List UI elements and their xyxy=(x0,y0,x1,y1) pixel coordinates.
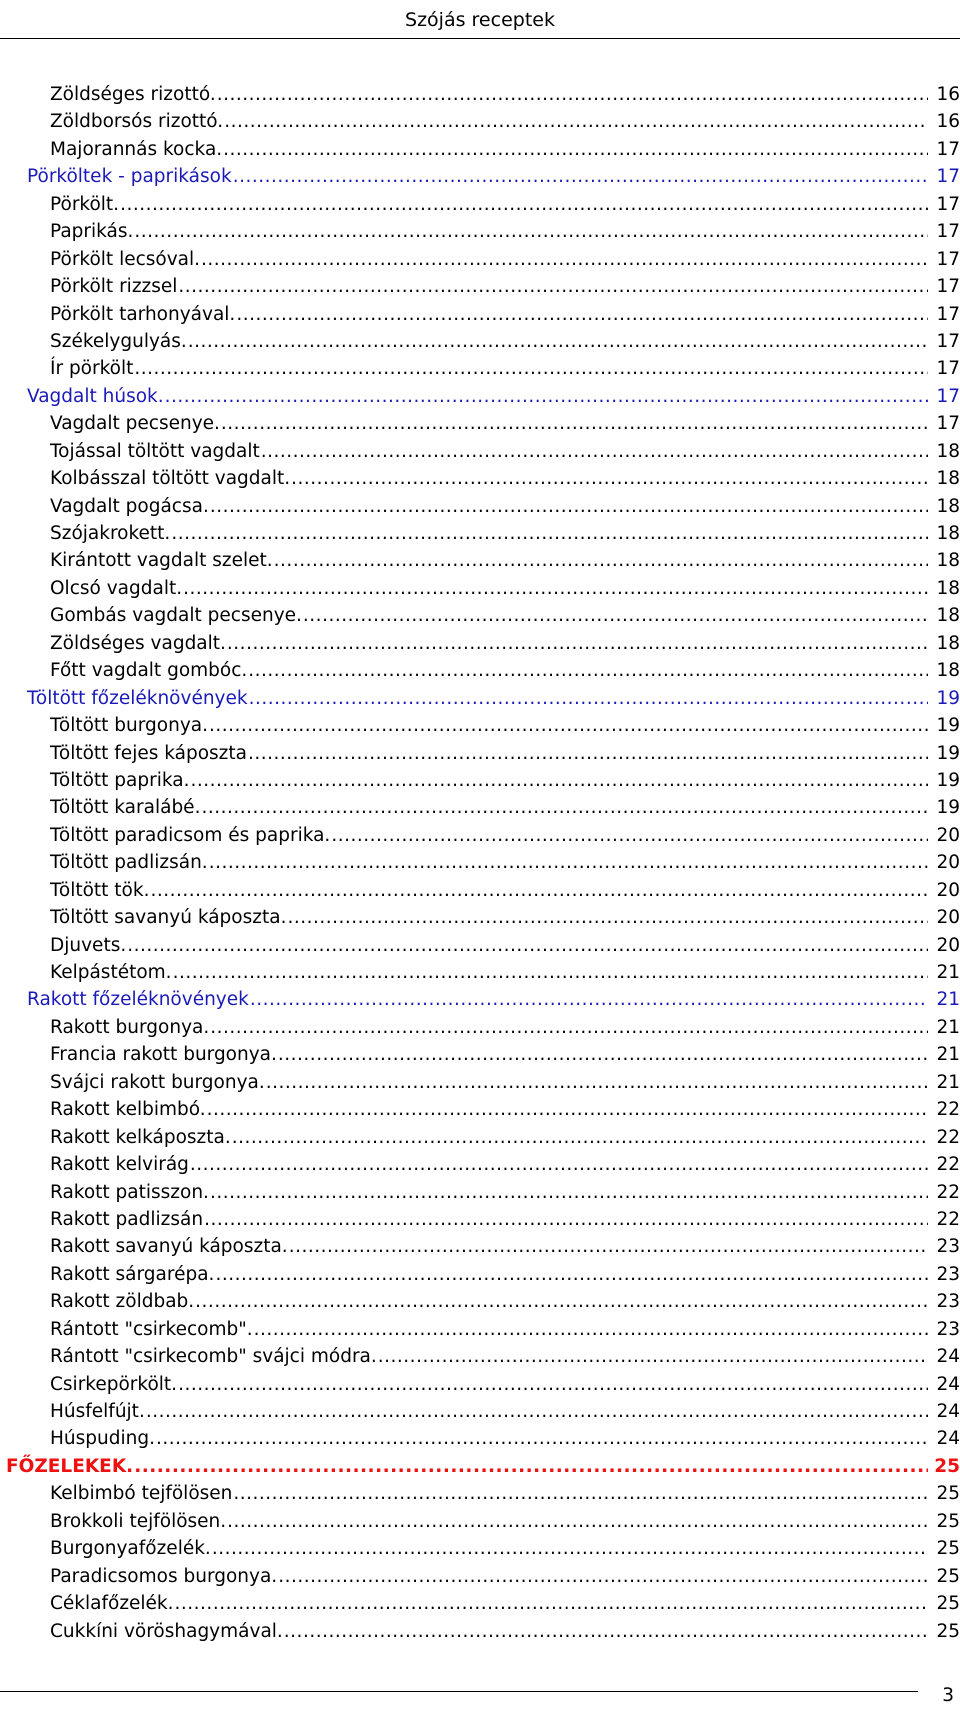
toc-entry-label: Töltött paradicsom és paprika. xyxy=(50,824,331,846)
toc-entry-page-number: 24 xyxy=(936,1346,960,1368)
dot-leader xyxy=(165,383,928,410)
toc-entry-page-number: 21 xyxy=(936,962,960,983)
toc-entry-label: Töltött fejes káposzta xyxy=(50,742,247,764)
dot-leader xyxy=(248,740,928,767)
dot-leader xyxy=(171,520,928,547)
toc-entry[interactable] xyxy=(0,657,960,684)
toc-entry-label: Rántott "csirkecomb". xyxy=(50,1318,253,1340)
dot-leader xyxy=(227,630,928,657)
toc-entry[interactable] xyxy=(0,740,960,767)
toc-entry-page-number: 25 xyxy=(936,1483,960,1505)
dot-leader xyxy=(266,1069,928,1096)
toc-entry-label: Zöldborsós rizottó. xyxy=(50,111,224,133)
toc-entry-page-number: 21 xyxy=(936,989,960,1011)
toc-entry-page-number: 25 xyxy=(936,1565,960,1587)
toc-entry[interactable] xyxy=(0,1316,960,1343)
dot-leader xyxy=(278,1041,928,1068)
toc-entry-page-number: 22 xyxy=(936,1154,960,1176)
dot-leader xyxy=(178,1371,928,1398)
dot-leader xyxy=(195,1288,928,1315)
toc-entry-label: Rakott padlizsán xyxy=(50,1208,204,1230)
toc-entry[interactable] xyxy=(0,136,960,163)
dot-leader xyxy=(120,191,928,218)
toc-entry-label: Rántott "csirkecomb" svájci módra. xyxy=(50,1346,377,1368)
toc-entry-label: FŐZELEKEK. xyxy=(6,1455,134,1477)
toc-entry-page-number: 20 xyxy=(936,852,960,874)
toc-entry[interactable] xyxy=(0,904,960,931)
dot-leader xyxy=(248,657,928,684)
toc-entry-label: Pörkölt lecsóval. xyxy=(50,248,201,270)
toc-entry[interactable] xyxy=(0,1179,960,1206)
toc-entry-label: Töltött paprika. xyxy=(50,769,190,791)
toc-entry-page-number: 25 xyxy=(934,1455,960,1477)
toc-entry-label: Rakott burgonya. xyxy=(50,1016,210,1038)
toc-entry-label: Céklafőzelék. xyxy=(50,1593,174,1615)
dot-leader xyxy=(254,1316,928,1343)
toc-entry-page-number: 22 xyxy=(936,1099,960,1121)
toc-entry-label: Pörkölt rizzsel xyxy=(50,276,178,298)
dot-leader xyxy=(134,1453,928,1480)
toc-entry-page-number: 18 xyxy=(936,523,960,544)
toc-entry-label: Tojással töltött vagdalt xyxy=(50,440,260,462)
toc-entry[interactable] xyxy=(0,246,960,273)
toc-entry[interactable] xyxy=(0,1124,960,1151)
toc-entry-label: Brokkoli tejfölösen. xyxy=(50,1510,227,1532)
dot-leader xyxy=(209,849,928,876)
toc-chapter[interactable] xyxy=(0,1453,960,1480)
toc-entry[interactable] xyxy=(0,1618,960,1645)
toc-entry[interactable] xyxy=(0,1261,960,1288)
toc-entry-page-number: 19 xyxy=(936,715,960,737)
dot-leader xyxy=(227,1508,928,1535)
toc-entry[interactable] xyxy=(0,273,960,300)
toc-entry-label: Olcsó vagdalt. xyxy=(50,577,183,599)
toc-entry-page-number: 18 xyxy=(936,660,960,682)
page-number: 3 xyxy=(942,1685,954,1706)
dot-leader xyxy=(127,932,928,959)
toc-entry-page-number: 23 xyxy=(936,1263,960,1285)
toc-entry-label: Rakott kelvirág xyxy=(50,1154,189,1176)
dot-leader xyxy=(232,1124,928,1151)
toc-entry[interactable] xyxy=(0,877,960,904)
toc-entry-label: Szójakrokett. xyxy=(50,523,171,544)
toc-entry[interactable] xyxy=(0,1206,960,1233)
toc-entry-page-number: 17 xyxy=(936,330,960,352)
dot-leader xyxy=(274,547,928,574)
toc-entry-label: Töltött burgonya. xyxy=(50,715,208,737)
toc-entry[interactable] xyxy=(0,630,960,657)
toc-entry[interactable] xyxy=(0,1480,960,1507)
dot-leader xyxy=(278,1563,928,1590)
toc-entry[interactable] xyxy=(0,218,960,245)
toc-entry[interactable] xyxy=(0,575,960,602)
toc-entry-page-number: 18 xyxy=(936,440,960,462)
toc-entry-label: Vagdalt pogácsa. xyxy=(50,495,209,517)
toc-entry[interactable] xyxy=(0,1069,960,1096)
dot-leader xyxy=(134,355,928,382)
toc-entry-page-number: 24 xyxy=(936,1428,960,1450)
dot-leader xyxy=(204,1206,928,1233)
toc-entry[interactable] xyxy=(0,959,960,986)
toc-entry[interactable] xyxy=(0,547,960,574)
table-of-contents xyxy=(0,81,960,1645)
toc-entry[interactable] xyxy=(0,465,960,492)
toc-entry[interactable] xyxy=(0,822,960,849)
dot-leader xyxy=(156,1425,928,1452)
toc-entry-label: Pörkölt. xyxy=(50,193,120,215)
toc-entry-page-number: 25 xyxy=(936,1510,960,1532)
toc-entry-label: Paradicsomos burgonya. xyxy=(50,1565,278,1587)
dot-leader xyxy=(201,246,928,273)
toc-entry-label: Kirántott vagdalt szelet. xyxy=(50,550,273,572)
toc-entry-page-number: 21 xyxy=(936,1071,960,1093)
toc-entry[interactable] xyxy=(0,1041,960,1068)
dot-leader xyxy=(249,685,928,712)
toc-entry[interactable] xyxy=(0,81,960,108)
dot-leader xyxy=(173,959,928,986)
toc-entry-label: Rakott patisszon. xyxy=(50,1181,209,1203)
dot-leader xyxy=(287,904,928,931)
toc-entry-page-number: 17 xyxy=(936,413,960,435)
dot-leader xyxy=(209,712,928,739)
toc-entry[interactable] xyxy=(0,1233,960,1260)
toc-entry[interactable] xyxy=(0,1151,960,1178)
dot-leader xyxy=(378,1343,928,1370)
toc-entry-label: Főtt vagdalt gombóc. xyxy=(50,660,248,682)
toc-entry-page-number: 23 xyxy=(936,1318,960,1340)
header-divider xyxy=(0,38,960,39)
toc-entry-page-number: 17 xyxy=(936,193,960,215)
toc-entry-page-number: 18 xyxy=(936,605,960,627)
toc-entry-page-number: 17 xyxy=(936,303,960,325)
toc-entry-label: Vagdalt pecsenye. xyxy=(50,413,220,435)
dot-leader xyxy=(134,218,928,245)
toc-entry-label: Rakott kelkáposzta. xyxy=(50,1126,231,1148)
toc-entry[interactable] xyxy=(0,1096,960,1123)
toc-entry[interactable] xyxy=(0,1563,960,1590)
dot-leader xyxy=(289,1233,928,1260)
toc-entry-page-number: 19 xyxy=(936,797,960,819)
toc-entry[interactable] xyxy=(0,1343,960,1370)
toc-entry-label: Svájci rakott burgonya. xyxy=(50,1071,265,1093)
toc-entry[interactable] xyxy=(0,520,960,547)
toc-entry-label: Kelpástétom. xyxy=(50,962,172,983)
toc-entry-label: Rakott zöldbab. xyxy=(50,1291,195,1313)
toc-entry-page-number: 19 xyxy=(936,769,960,791)
dot-leader xyxy=(303,602,928,629)
toc-entry-page-number: 24 xyxy=(936,1401,960,1422)
toc-entry[interactable] xyxy=(0,355,960,382)
toc-entry[interactable] xyxy=(0,932,960,959)
toc-entry[interactable] xyxy=(0,1425,960,1452)
dot-leader xyxy=(183,575,928,602)
toc-entry-label: Kelbimbó tejfölösen xyxy=(50,1483,233,1505)
toc-entry-label: Töltött savanyú káposzta. xyxy=(50,907,287,929)
toc-entry-label: Pörköltek - paprikások xyxy=(27,166,232,188)
dot-leader xyxy=(250,986,928,1013)
toc-entry-label: Pörkölt tarhonyával. xyxy=(50,303,236,325)
dot-leader xyxy=(178,273,928,300)
toc-entry[interactable] xyxy=(0,1590,960,1617)
dot-leader xyxy=(175,1590,928,1617)
toc-entry-page-number: 24 xyxy=(936,1373,960,1395)
toc-entry-label: Kolbásszal töltött vagdalt. xyxy=(50,468,291,490)
toc-entry-label: Ír pörkölt xyxy=(50,358,134,380)
toc-entry-page-number: 17 xyxy=(936,276,960,298)
toc-entry-label: Burgonyafőzelék. xyxy=(50,1538,211,1560)
toc-entry-label: Húspuding. xyxy=(50,1428,155,1450)
toc-entry-label: Töltött karalábé. xyxy=(50,797,201,819)
toc-entry-page-number: 17 xyxy=(936,248,960,270)
dot-leader xyxy=(223,136,928,163)
toc-entry[interactable] xyxy=(0,191,960,218)
toc-entry-label: Cukkíni vöröshagymával. xyxy=(50,1620,283,1642)
dot-leader xyxy=(291,465,928,492)
dot-leader xyxy=(224,108,928,135)
toc-entry[interactable] xyxy=(0,1398,960,1425)
toc-entry-label: Gombás vagdalt pecsenye. xyxy=(50,605,302,627)
toc-entry-page-number: 20 xyxy=(936,934,960,956)
toc-entry-page-number: 22 xyxy=(936,1181,960,1203)
toc-entry[interactable] xyxy=(0,1288,960,1315)
dot-leader xyxy=(284,1618,928,1645)
toc-entry-page-number: 17 xyxy=(936,385,960,407)
toc-entry[interactable] xyxy=(0,794,960,821)
toc-section[interactable] xyxy=(0,163,960,190)
dot-leader xyxy=(207,1096,928,1123)
toc-entry[interactable] xyxy=(0,602,960,629)
toc-entry-page-number: 18 xyxy=(936,550,960,572)
dot-leader xyxy=(236,301,928,328)
toc-entry-page-number: 23 xyxy=(936,1236,960,1258)
toc-entry[interactable] xyxy=(0,108,960,135)
toc-entry[interactable] xyxy=(0,301,960,328)
toc-entry[interactable] xyxy=(0,1371,960,1398)
toc-entry[interactable] xyxy=(0,712,960,739)
toc-entry-page-number: 17 xyxy=(936,138,960,160)
toc-entry[interactable] xyxy=(0,1508,960,1535)
toc-entry-label: Majorannás kocka. xyxy=(50,138,223,160)
dot-leader xyxy=(190,1151,928,1178)
dot-leader xyxy=(188,328,928,355)
dot-leader xyxy=(215,1261,928,1288)
toc-entry-label: Töltött padlizsán. xyxy=(50,852,208,874)
toc-entry[interactable] xyxy=(0,438,960,465)
toc-entry-label: Csirkepörkölt. xyxy=(50,1373,178,1395)
toc-entry-label: Vagdalt húsok. xyxy=(27,385,164,407)
toc-entry-label: Djuvets. xyxy=(50,934,127,956)
toc-entry-label: Rakott főzeléknövények xyxy=(27,989,249,1011)
dot-leader xyxy=(150,877,928,904)
toc-section[interactable] xyxy=(0,986,960,1013)
dot-leader xyxy=(210,493,928,520)
toc-entry-page-number: 18 xyxy=(936,577,960,599)
toc-entry[interactable] xyxy=(0,767,960,794)
toc-entry[interactable] xyxy=(0,1535,960,1562)
dot-leader xyxy=(190,767,928,794)
toc-entry-page-number: 16 xyxy=(936,84,960,105)
toc-entry-page-number: 25 xyxy=(936,1620,960,1642)
toc-entry-page-number: 16 xyxy=(936,111,960,133)
toc-entry-label: Töltött tök. xyxy=(50,879,150,901)
toc-entry-page-number: 25 xyxy=(936,1593,960,1615)
toc-section[interactable] xyxy=(0,383,960,410)
toc-entry-page-number: 23 xyxy=(936,1291,960,1313)
dot-leader xyxy=(212,1535,928,1562)
toc-entry-page-number: 17 xyxy=(936,358,960,380)
toc-entry-page-number: 21 xyxy=(936,1044,960,1066)
dot-leader xyxy=(233,1480,928,1507)
toc-entry-label: Húsfelfújt. xyxy=(50,1401,145,1422)
toc-entry[interactable] xyxy=(0,493,960,520)
toc-entry[interactable] xyxy=(0,1014,960,1041)
dot-leader xyxy=(261,438,928,465)
toc-entry[interactable] xyxy=(0,328,960,355)
toc-entry[interactable] xyxy=(0,410,960,437)
toc-entry-page-number: 19 xyxy=(936,742,960,764)
footer-divider xyxy=(0,1691,918,1692)
toc-entry-label: Paprikás. xyxy=(50,221,134,243)
dot-leader xyxy=(233,163,928,190)
toc-entry-page-number: 19 xyxy=(936,687,960,709)
toc-entry-label: Rakott savanyú káposzta. xyxy=(50,1236,288,1258)
dot-leader xyxy=(210,1179,928,1206)
dot-leader xyxy=(210,1014,928,1041)
dot-leader xyxy=(146,1398,928,1425)
toc-entry-page-number: 20 xyxy=(936,879,960,901)
dot-leader xyxy=(221,410,928,437)
toc-entry-page-number: 20 xyxy=(936,824,960,846)
toc-entry-label: Zöldséges rizottó. xyxy=(50,84,216,105)
toc-entry-label: Zöldséges vagdalt. xyxy=(50,632,226,654)
toc-entry-page-number: 22 xyxy=(936,1208,960,1230)
toc-entry-label: Töltött főzeléknövények xyxy=(27,687,248,709)
toc-entry-page-number: 18 xyxy=(936,495,960,517)
toc-entry-label: Rakott kelbimbó. xyxy=(50,1099,206,1121)
toc-entry-page-number: 25 xyxy=(936,1538,960,1560)
toc-entry-label: Francia rakott burgonya. xyxy=(50,1044,277,1066)
toc-entry[interactable] xyxy=(0,849,960,876)
dot-leader xyxy=(217,81,928,108)
dot-leader xyxy=(331,822,928,849)
toc-entry-page-number: 17 xyxy=(936,221,960,243)
toc-entry-label: Rakott sárgarépa. xyxy=(50,1263,215,1285)
toc-entry-page-number: 18 xyxy=(936,632,960,654)
toc-entry-page-number: 17 xyxy=(936,166,960,188)
toc-entry-page-number: 22 xyxy=(936,1126,960,1148)
toc-entry-page-number: 21 xyxy=(936,1016,960,1038)
toc-entry-page-number: 18 xyxy=(936,468,960,490)
toc-section[interactable] xyxy=(0,685,960,712)
toc-entry-label: Székelygulyás. xyxy=(50,330,187,352)
page-header-title: Szójás receptek xyxy=(405,9,555,31)
dot-leader xyxy=(201,794,928,821)
toc-entry-page-number: 20 xyxy=(936,907,960,929)
